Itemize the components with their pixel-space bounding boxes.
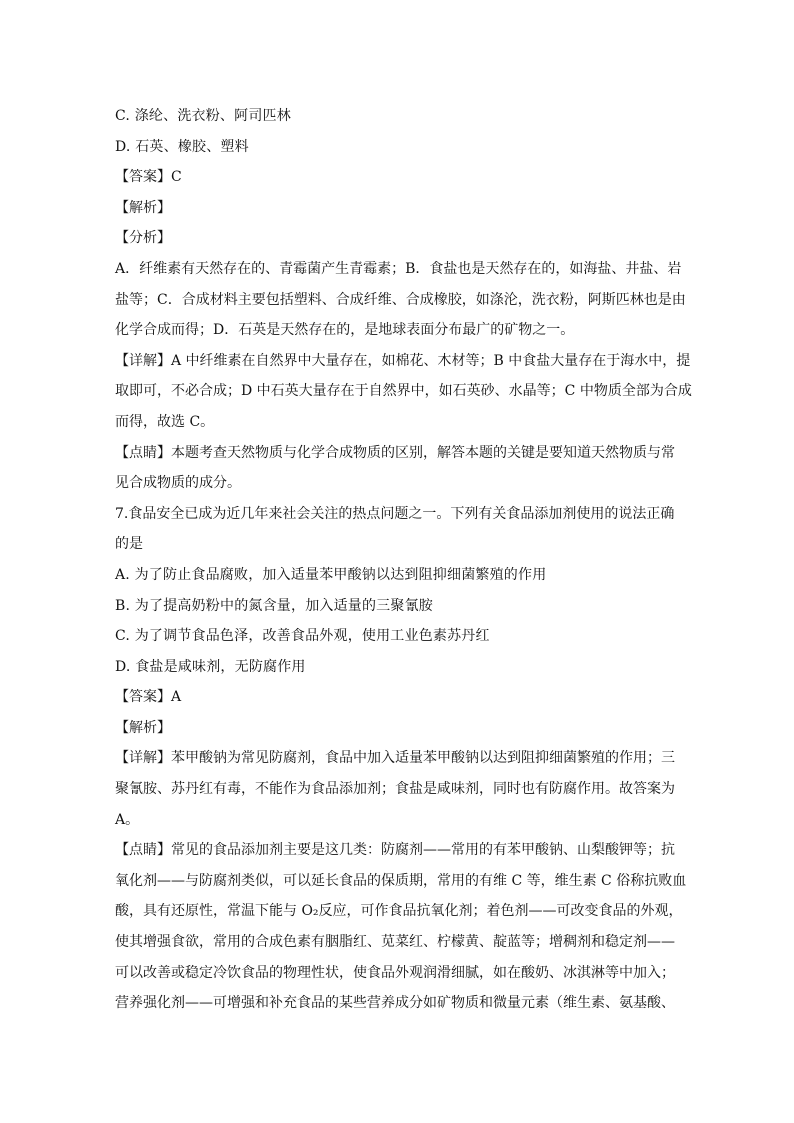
comment-line: 【点睛】常见的食品添加剂主要是这几类：防腐剂——常用的有苯甲酸钠、山梨酸钾等；抗 bbox=[115, 842, 675, 859]
option-b-line: B. 为了提高奶粉中的氮含量，加入适量的三聚氰胺 bbox=[115, 597, 433, 614]
option-d-line: D. 食盐是咸味剂，无防腐作用 bbox=[115, 658, 306, 675]
comment-line: 【点睛】本题考查天然物质与化学合成物质的区别，解答本题的关键是要知道天然物质与常 bbox=[115, 444, 675, 461]
detail-line: 取即可，不必合成；D 中石英大量存在于自然界中，如石英砂、水晶等；C 中物质全部为合成 bbox=[115, 383, 692, 400]
comment-line: 使其增强食欲，常用的合成色素有胭脂红、苋菜红、柠檬黄、靛蓝等；增稠剂和稳定剂—— bbox=[115, 934, 675, 951]
fenxi-text-line: 化学合成而得；D．石英是天然存在的，是地球表面分布最广的矿物之一。 bbox=[115, 322, 575, 339]
comment-line: 可以改善或稳定冷饮食品的物理性状，使食品外观润滑细腻，如在酸奶、冰淇淋等中加入； bbox=[115, 964, 675, 981]
document-body bbox=[115, 101, 692, 1019]
answer-line: 【答案】A bbox=[115, 689, 182, 706]
fenxi-text-line: 盐等；C．合成材料主要包括塑料、合成纤维、合成橡胶，如涤沦，洗衣粉，阿斯匹林也是由 bbox=[115, 291, 686, 308]
option-a-line: A. 为了防止食品腐败，加入适量苯甲酸钠以达到阻抑细菌繁殖的作用 bbox=[115, 566, 547, 583]
option-d-line: D. 石英、橡胶、塑料 bbox=[115, 138, 249, 155]
analysis-heading: 【解析】 bbox=[115, 199, 171, 216]
question-7-line: 的是 bbox=[115, 536, 143, 553]
detail-line: 【详解】A 中纤维素在自然界中大量存在，如棉花、木材等；B 中食盐大量存在于海水中，提 bbox=[115, 352, 691, 369]
detail-line: 而得，故选 C。 bbox=[115, 413, 215, 430]
detail-line: 【详解】苯甲酸钠为常见防腐剂，食品中加入适量苯甲酸钠以达到阻抑细菌繁殖的作用；三 bbox=[115, 750, 675, 767]
comment-line: 酸，具有还原性，常温下能与 O₂反应，可作食品抗氧化剂；着色剂——可改变食品的外观， bbox=[115, 903, 683, 920]
comment-line: 见合成物质的成分。 bbox=[115, 475, 241, 492]
answer-line: 【答案】C bbox=[115, 169, 182, 186]
analysis-heading: 【解析】 bbox=[115, 719, 171, 736]
detail-line: A。 bbox=[115, 811, 140, 828]
fenxi-heading: 【分析】 bbox=[115, 230, 171, 247]
comment-line: 营养强化剂——可增强和补充食品的某些营养成分如矿物质和微量元素（维生素、氨基酸、 bbox=[115, 995, 675, 1012]
question-7-line: 7.食品安全已成为近几年来社会关注的热点问题之一。下列有关食品添加剂使用的说法正确 bbox=[115, 505, 675, 522]
comment-line: 氧化剂——与防腐剂类似，可以延长食品的保质期，常用的有维 C 等，维生素 C 俗称抗败血 bbox=[115, 872, 687, 889]
option-c-line: C. 涤纶、洗衣粉、阿司匹林 bbox=[115, 108, 291, 124]
fenxi-text-line: A．纤维素有天然存在的、青霉菌产生青霉素；B．食盐也是天然存在的，如海盐、井盐、岩 bbox=[115, 260, 682, 277]
detail-line: 聚氰胺、苏丹红有毒，不能作为食品添加剂；食盐是咸味剂，同时也有防腐作用。故答案为 bbox=[115, 781, 675, 798]
option-c-line: C. 为了调节食品色泽，改善食品外观，使用工业色素苏丹红 bbox=[115, 628, 490, 645]
